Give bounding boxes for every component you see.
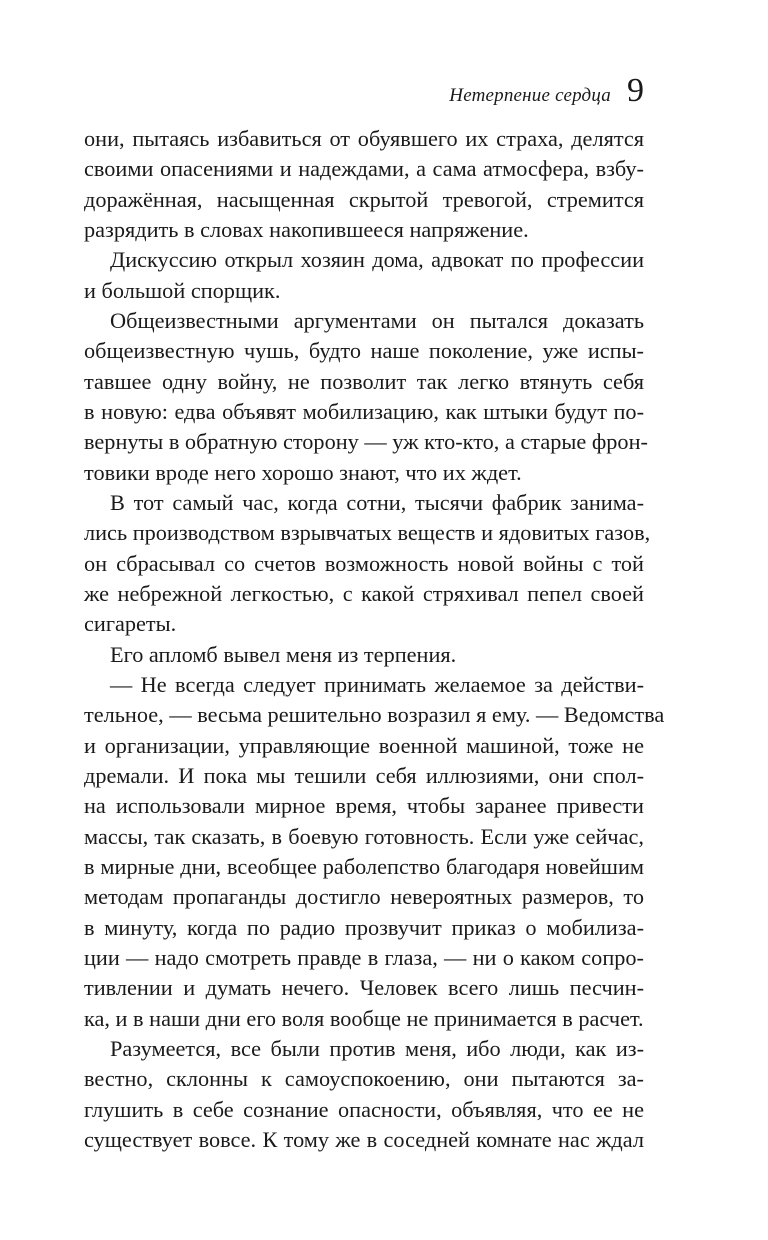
text-line: он сбрасывал со счетов возможность новой войны с той xyxy=(84,550,644,576)
text-line: Дискуссию открыл хозяин дома, адвокат по профессии xyxy=(110,247,644,273)
text-line: — Не всегда следует принимать желаемое за действи- xyxy=(110,671,644,697)
text-line: они, пытаясь избавиться от обуявшего их страха, делятся xyxy=(84,126,644,151)
text-line: ка, и в наши дни его воля вообще не принимается в расчет. xyxy=(84,1005,644,1031)
text-line: в мирные дни, всеобщее раболепство благодаря новейшим xyxy=(84,853,644,879)
text-line: сигареты. xyxy=(84,611,177,637)
running-head xyxy=(449,74,644,114)
text-line: тавшее одну войну, не позволит так легко втянуть себя xyxy=(84,368,644,394)
text-line: ции — надо смотреть правде в глаза, — ни о каком сопро- xyxy=(84,944,644,970)
text-line: тивлении и думать нечего. Человек всего лишь песчин- xyxy=(84,975,644,1001)
text-line: глушить в себе сознание опасности, объявляя, что ее не xyxy=(84,1096,644,1122)
text-line: В тот самый час, когда сотни, тысячи фабрик занима- xyxy=(110,489,644,515)
text-line: своими опасениями и надеждами, а сама атмосфера, взбу- xyxy=(84,156,644,182)
text-line: общеизвестную чушь, будто наше поколение, уже испы- xyxy=(84,338,644,364)
text-line: Разумеется, все были против меня, ибо люди, как из- xyxy=(110,1035,644,1061)
text-line: в новую: едва объявят мобилизацию, как штыки будут по- xyxy=(84,398,644,424)
text-line: Общеизвестными аргументами он пытался доказать xyxy=(110,307,644,333)
text-line: доражённая, насыщенная скрытой тревогой, стремится xyxy=(84,186,644,212)
text-line: вернуты в обратную сторону — уж кто-кто, а старые фрон- xyxy=(84,429,648,455)
text-line: на использовали мирное время, чтобы заранее привести xyxy=(84,793,644,819)
text-line: тельное, — весьма решительно возразил я ему. — Ведомства xyxy=(84,702,665,728)
text-line: и большой спорщик. xyxy=(84,277,281,303)
text-line: в минуту, когда по радио прозвучит приказ о мобилиза- xyxy=(84,914,644,940)
text-line: методам пропаганды достигло невероятных размеров, то xyxy=(84,884,644,910)
text-line: и организации, управляющие военной машиной, тоже не xyxy=(84,732,644,758)
text-line: же небрежной легкостью, с какой стряхивал пепел своей xyxy=(84,580,644,606)
text-line: разрядить в словах накопившееся напряжение. xyxy=(84,216,529,242)
text-line: дремали. И пока мы тешили себя иллюзиями, они спол- xyxy=(84,762,644,788)
text-line: Его апломб вывел меня из терпения. xyxy=(110,641,457,667)
text-line: массы, так сказать, в боевую готовность. Если уже сейчас, xyxy=(84,823,644,849)
body-text xyxy=(84,124,665,1155)
text-line: существует вовсе. К тому же в соседней комнате нас ждал xyxy=(84,1126,644,1152)
book-title: Нетерпение сердца xyxy=(449,85,611,106)
text-line: лись производством взрывчатых веществ и ядовитых газов, xyxy=(84,520,651,546)
text-line: товики вроде него хорошо знают, что их ждет. xyxy=(84,459,522,485)
page-number: 9 xyxy=(627,72,644,109)
text-line: вестно, склонны к самоуспокоению, они пытаются за- xyxy=(84,1066,644,1092)
